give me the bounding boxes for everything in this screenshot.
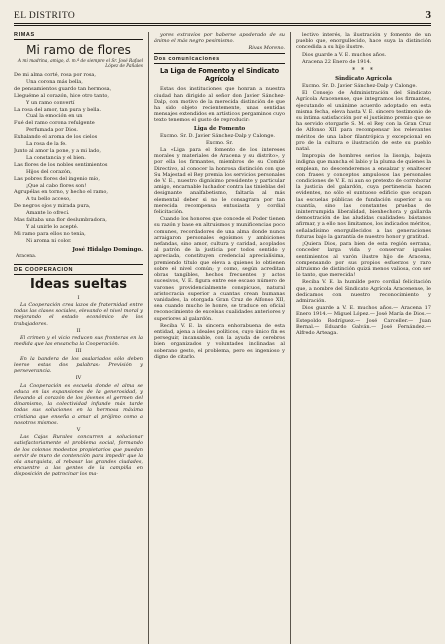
article-paragraph: Reciba V. E. la humilde pero cordial felicitación que, a nombre del Sindicato Agrícola Aracenense, le dedicamos con nuestro reconocimiento y admiración. [296,279,431,304]
poem-verse: Junto al amor la pone, y a mi lado, [14,147,101,154]
roman-numeral: III [75,348,82,355]
section-rule [154,53,285,54]
article-paragraph: La Cooperación crea lazos de fraternidad entre todas las clases sociales, elevando el nivel moral y mejorando el estado económico de los trabajadores. [14,302,143,327]
columns [14,32,431,644]
masthead [14,7,431,21]
column-right [291,32,431,644]
column-left [14,32,149,644]
poem-verse: La constancia y el bien. [26,154,86,161]
page-number: 3 [425,9,431,21]
poem-verse: Cual la emoción en un [26,113,83,120]
poem-dedication: A mi madrina, amigo, d. m.ª de siempre el Sr. José Rafael López de Pañales [17,59,143,69]
poem-verse: Amante lo ofrecí. [26,210,70,217]
poem-verses [14,72,143,245]
section-rule [14,39,143,40]
roman-numeral: V [76,426,81,433]
addressee: Excmo. Sr. D. Javier Sánchez-Dalp y Calonge. [160,132,276,139]
article-paragraph: Cuando los honores que concede el Poder tienen su razón y base en altruismos y munificencias poco comunes, recordadores de una alma donde nunca arraigaron personales egoísmos y ambiciones nefandas, sino amor, cultura y caridad, acoplados al patrón de la justicia por todos sentido y apreciada, constituyen credencial aprecialísima, premiendo título que eleva a quienes lo obtienen sobre el nivel común; y como, según acreditan obras tangibles, hechos frecuentes y actos sucesivos, V. E. figura entre ese escaso número de varones providencialmente conspicuos, natural aristocracia superior a cuantas crean humanas vanidades, la otorgada Gran Cruz de Alfonso XII, sea cuando mucho le honre, se traduce en oficial reconocimiento de excelsas cualidades anteriores y superiores al galardón. [154,216,285,322]
article-paragraph: En la bandera de los asalariados sólo deben leerse estas dos palabras: Previsión y perseverancia. [14,355,143,375]
article-paragraph: La Cooperación es escuela donde el alma se educa en las expansiones de la generosidad, y llevando al corazón de los jóvenes el germen del dinamismo, la colectividad infunde más tarde todas sus soluciones en la hermosa máxima cristiana que enseña a amar al prójimo como a nosotros mismos. [14,382,143,426]
paragraphs-liga-end [296,32,431,51]
article-title: Ideas sueltas [30,276,127,292]
ideas-paragraphs [14,295,143,478]
separator-stars: * * * [352,67,375,75]
letter-date: Aracena 22 Enero de 1914. [302,58,372,65]
poem-verse: de pensamientos guardo tan hermosa, [14,85,112,92]
liga-heading: Liga de Fomento [193,125,246,132]
section-rule [14,264,143,265]
poem-signature: José Hidalgo Domingo. [72,246,143,253]
poem-verse: De mi alma corté, rosa por rosa, [14,72,96,78]
section-rule [14,274,143,275]
poem-verse: Y al unirle lo acepté. [26,223,79,230]
author-byline: Rivas Moreno. [248,45,285,52]
closing-line: Dios guarde a V. E. muchos años. [302,51,387,58]
paper-name: EL DISTRITO [14,11,76,21]
article-paragraph: Impropia de hombres serios la lisonja, bajeza indigna que mancha el labio y la pluma de quienes la emplean, no descenderemos a ensalzar y enaltecer con frases y conceptos ampulosos las personales condiciones de V. E. ni aun so pretexto de corroborar la justicia del galardón, cuya pertinencia hacen evidentes, no sólo el suntuoso edificio que ocupan las escuelas públicas de fundación superior a su cuantía, sino las constantes pruebas de ininterrumpida liberalidad, bienhechora y gallarda demostración de las aludidas cualidades: bástanos afirmar, y a ello nos limitamos, los indicados méritos, señaladísimo enorgullecidos a las generaciones futuras bajo la garantía de nuestro honor y gratitud. [296,153,431,240]
roman-numeral: II [76,327,81,334]
poem-verse: Mas faltaba una flor deslumbradora, [14,217,107,224]
poem-verse: La rosa de la fe. [26,141,67,148]
article-paragraph: ¡Quiera Dios, para bien de esta región serrana, conceder larga vida y conservar iguales sentimientos al varón ilustre hijo de Aracena, compensando por sus propios esfuerzos y raro altruismo de distinción quizá menos valiosa, con ser lo tanto, que merecida! [296,241,431,279]
article-headline: La Liga de Fomento y el Sindicato Agrícola [160,67,279,84]
section-cooperacion: DE COOPERACION [14,266,74,273]
article-paragraph: Dios guarde a V. E. muchos años.— Aracena 17 Enero 1914.— Miguel López.— José María de Dios.— Estepoldo Rodríguez.— José Carceller.— Juan Bernal.— Eduardo Galván.— José Fernández.— Alfredo Arteaga. [296,305,431,336]
sindicato-heading: Sindicato Agrícola [335,76,392,83]
article-paragraph: El Consejo de Administración del Sindicato Agrícola Aracenense, que integramos los firmantes, ejecutando el unánime acuerdo adoptado en esta misma fecha, eleva hasta V. E. sincero testimonio de su íntima satisfacción por el justísimo premio que se ha servido otorgarle S. M. el Rey con la Gran Cruz de Alfonso XII para recompensar los relevantes méritos de una labor filantrópica y excepcional en pro de la cultura e ilustración de este su pueblo natal. [296,90,431,153]
poem-verse: Ni aroma ni color. [26,237,72,244]
addressee: Excmo. Sr. D. Javier Sánchez-Dalp y Calonge. [302,83,418,90]
poem-verse: A tu bello acceso, [26,196,71,203]
article-paragraph: Estas dos instituciones que honran a nuestra ciudad han dirigido al señor don Javier Sánchez-Dalp, con motivo de la merecida distinción de que ha sido objeto recientemente, unas sentidas mensajes extendidos en artísticos pergaminos cuyo texto tenemos el gusto de reproducir: [154,86,285,124]
poem-verse: Y un ramo convertí [26,99,75,106]
article-paragraph: El crimen y el vicio reducen sus fronteras en la medida que las ensancha la Cooperación. [14,335,143,348]
poem-verse: Fué del ramo corona refulgente [14,120,95,127]
poem-verse: ¡Que al cabo flores son! [26,182,87,189]
section-rule [154,63,285,64]
header-rule [14,23,431,26]
poem-title: Mi ramo de flores [26,43,131,57]
article-paragraph: Reciba V. E. la sincera enhorabuena de esta entidad, ajena a ideales políticos, cuyo único fin es perseguir, incansable, con la ayuda de cerebros bien organizados y voluntades inclinadas al soberano gesto, el problema, pero es ingenioso y digno de citarlo. [154,322,285,360]
poem-verse: Las pobres flores del ingenio mío, [14,175,100,182]
roman-numeral: I [77,294,80,301]
poem-verse: Perfumada por Dios. [26,127,79,134]
article-paragraph: Las Cajas Rurales concurren a solucionar satisfactoriamente el problema social, formando de los colonos modestos propietarios que puedan servir de muro de contención para impedir que la ola anarquista, al rebasar las grandes ciudades, encuentre a las gentes de la campiña en disposición de patrocinar los ma- [14,434,143,478]
article-continuation: yores extravíos por haberse apoderado de su ánimo el más negro pesimismo. [154,32,285,45]
poem-place: Aracena. [16,253,37,259]
column-middle [149,32,291,644]
paragraphs-intro [154,86,285,123]
poem-verse: Las flores de los nobles sentimientos [14,161,108,168]
poem-verse: Hijos del corazón, [26,168,72,175]
poem-verse: Exhalando el aroma de los cielos [14,134,98,141]
poem-verse: La rosa del amor, tan pura y bella. [14,106,102,113]
article-paragraph: La «Liga para el fomento de los intereses morales y materiales de Aracena y su distrito», y por ella los firmantes, miembros de su Comité Directivo, al conocer la honrosa distinción con que Su Majestad el Rey premia los servicios personales de V. E., nuestro dignísimo presidente y particular amigo, encarnable luchador contra las tinieblas del designante analfabetismo, faltaría al más elemental deber si no le consagrara por tan merecida recompensa entusiasta y cordial felicitación. [154,147,285,216]
poem-verse: Mi ramo para ellos no tenía, [14,230,86,237]
paragraphs-liga [154,147,285,360]
poem-verse: Lleguéme al corazón, hice otro tanto, [14,92,109,99]
paragraphs-sindicato [296,90,431,336]
poem-verse: Agrupélas en torno, y hecho el ramo, [14,189,108,196]
poem-verse: Una corona más bella, [26,78,83,85]
roman-numeral: IV [75,375,82,382]
poem-verse: De negros ojos y mirada pura, [14,203,91,210]
section-rimas: RIMAS [14,32,35,38]
salutation: Excmo. Sr. [206,139,233,146]
article-paragraph: lectivo interés, la ilustración y fomento de un pueblo que, enorgullecido, hace suya la distinción concedida a su hijo ilustre. [296,32,431,51]
section-comunicaciones: Dos comunicaciones [154,56,220,63]
